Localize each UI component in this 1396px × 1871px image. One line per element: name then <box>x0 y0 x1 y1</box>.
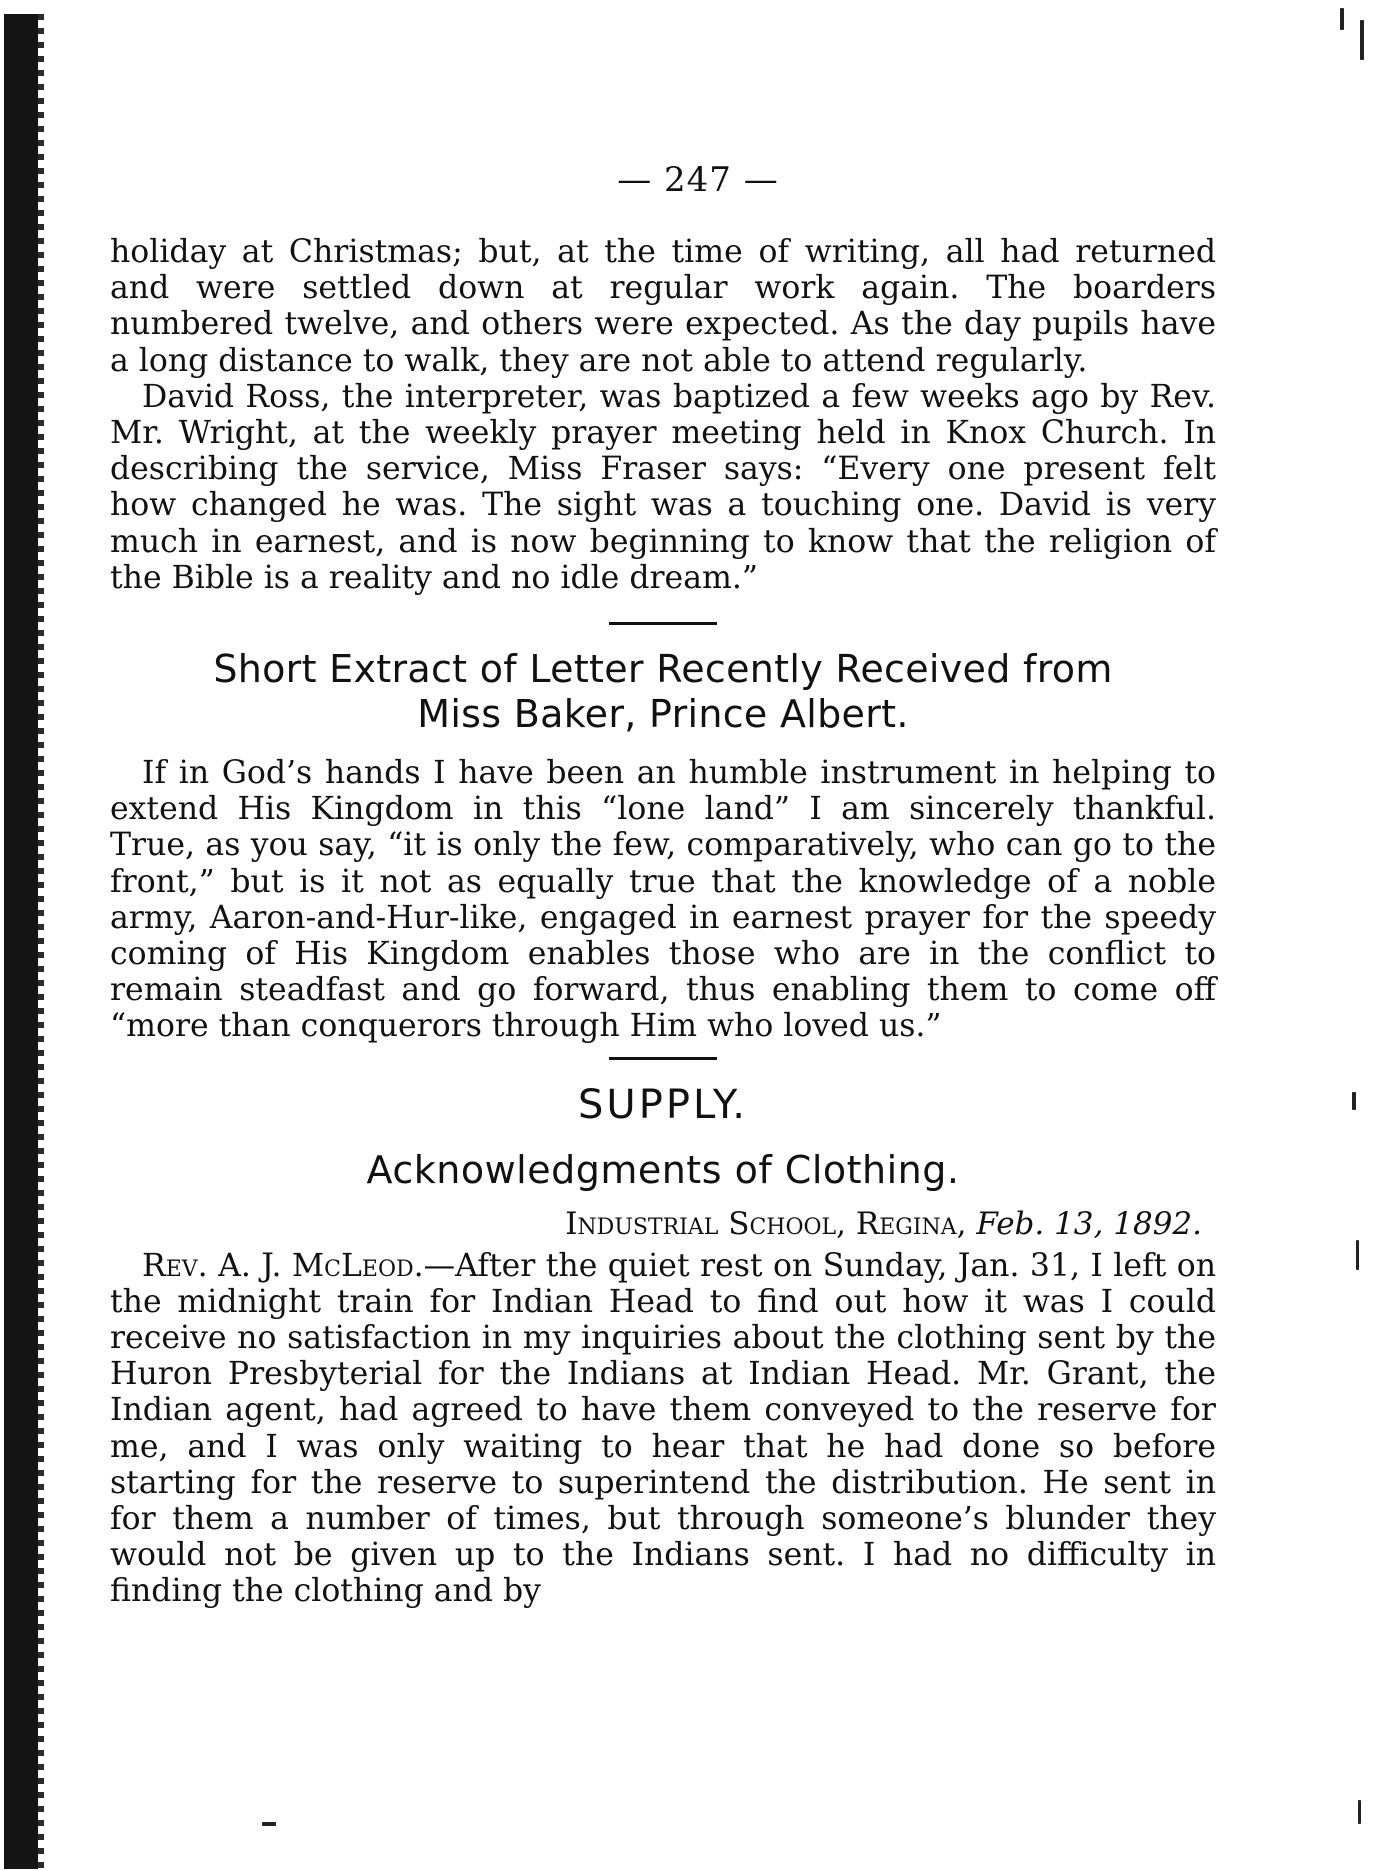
dateline-date: Feb. 13, 1892. <box>976 1205 1202 1242</box>
section-subtitle: Acknowledgments of Clothing. <box>366 1147 960 1192</box>
supply-letter-body: —After the quiet rest on Sunday, Jan. 31, I left on the midnight train for Indian Head to find out how it was I could receive no satisfaction in my inquiries about the clothing sent by the Huron Presbyterial for the Indians at Indian Head. Mr. Grant, the Indian agent, had agreed to have them conveyed to the reserve for me, and I was only waiting to hear that he had done so before starting for the reserve to superintend the distribution. He sent in for them a number of times, but through someone’s blunder they would not be given up to the Indians sent. I had no difficulty in finding the clothing and by <box>110 1247 1216 1610</box>
section-divider <box>609 622 717 625</box>
print-speck <box>1340 8 1344 30</box>
print-speck <box>1356 1240 1359 1270</box>
print-speck <box>262 1822 276 1826</box>
letter-addressee: Rev. A. J. McLeod. <box>142 1247 424 1284</box>
text-column <box>110 234 1216 1610</box>
baptism-paragraph: David Ross, the interpreter, was baptized a few weeks ago by Rev. Mr. Wright, at the weekly prayer meeting held in Knox Church. In describing the service, Miss Fraser says: “Every one present felt how changed he was. The sight was a touching one. David is very much in earnest, and is now beginning to know that the religion of the Bible is a reality and no idle dream.” <box>110 378 1216 596</box>
extract-heading-line-2: Miss Baker, Prince Albert. <box>417 692 909 737</box>
letter-dateline <box>110 1206 1216 1242</box>
section-divider <box>609 1057 717 1060</box>
continued-paragraph: holiday at Christmas; but, at the time of writing, all had returned and were settled down at regular work again. The boarders numbered twelve, and others were expected. As the day pupils have a long distance to walk, they are not able to attend regularly. <box>110 234 1216 379</box>
extract-heading-line-1: Short Extract of Letter Recently Received from <box>213 647 1113 692</box>
print-speck <box>1360 20 1364 60</box>
print-speck <box>1352 1092 1356 1110</box>
dateline-place: Industrial School, Regina, <box>565 1205 967 1242</box>
page-binding-edge <box>4 14 38 1869</box>
supply-letter-paragraph <box>110 1248 1216 1610</box>
section-title: SUPPLY. <box>578 1081 748 1128</box>
page-number: — 247 — <box>617 160 779 200</box>
letter-extract-paragraph: If in God’s hands I have been an humble instrument in helping to extend His Kingdom in this “lone land” I am sincerely thankful. True, as you say, “it is only the few, comparatively, who can go to the front,” but is it not as equally true that the knowledge of a noble army, Aaron-and-Hur-like, engaged in earnest prayer for the speedy coming of His Kingdom enables those who are in the conflict to remain steadfast and go forward, thus enabling them to come off “more than conquerors through Him who loved us.” <box>110 755 1216 1045</box>
print-speck <box>1358 1800 1361 1824</box>
